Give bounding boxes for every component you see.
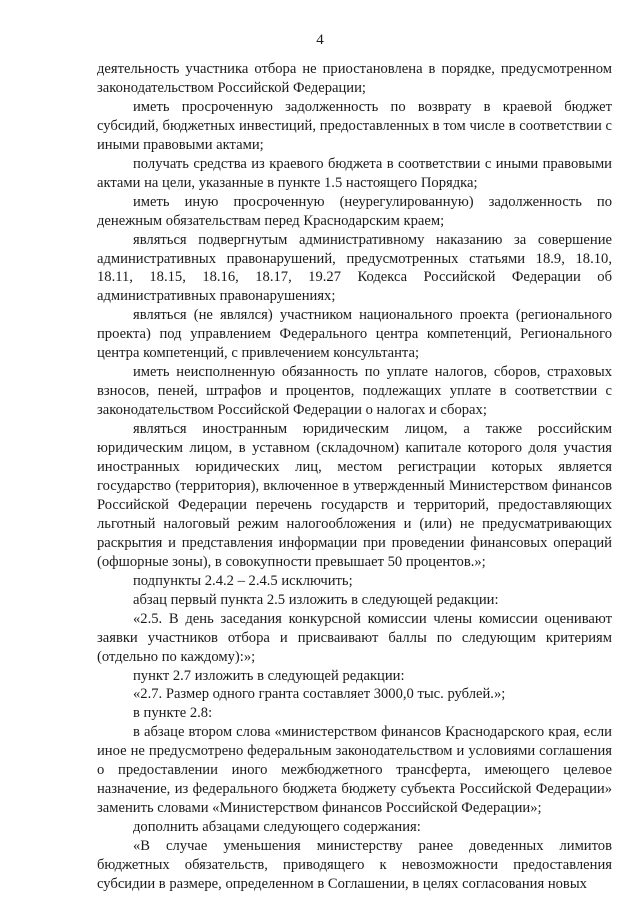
paragraph: деятельность участника отбора не приостановлена в порядке, предусмотренном законодательством Российской Федерации; (97, 61, 612, 96)
paragraph: подпункты 2.4.2 – 2.4.5 исключить; (133, 572, 353, 589)
paragraph: пункт 2.7 изложить в следующей редакции: (133, 667, 405, 684)
paragraph: иметь просроченную задолженность по возврату в краевой бюджет субсидий, бюджетных инвестиций, предоставленных в том числе в соответствии с иными правовыми актами; (97, 98, 612, 153)
paragraph: «В случае уменьшения министерству ранее доведенных лимитов бюджетных обязательств, приводящего к невозможности предоставления субсидии в размере, определенном в Соглашении, в целях согласования новых (97, 838, 612, 892)
paragraph: «2.7. Размер одного гранта составляет 3000,0 тыс. рублей.»; (133, 686, 506, 703)
paragraph: иметь неисполненную обязанность по уплате налогов, сборов, страховых взносов, пеней, штрафов и процентов, подлежащих уплате в соответствии с законодательством Российской Федерации о налогах и сборах; (97, 364, 612, 419)
paragraph: являться иностранным юридическим лицом, а также российским юридическим лицом, в уставном (складочном) капитале которого доля участия иностранных юридических лиц, местом регистрации которых является государство (территория), включенное в утвержденный Министерством финансов Российской Федерации перечень государств и территорий, предоставляющих льготный налоговый режим налогообложения и (или) не предусматривающих раскрытия и представления информации при проведении финансовых операций (офшорные зоны), в совокупности превышает 50 процентов.»; (97, 421, 612, 570)
paragraph: абзац первый пункта 2.5 изложить в следующей редакции: (133, 591, 499, 608)
page-number: 4 (316, 32, 324, 48)
paragraph: дополнить абзацами следующего содержания: (133, 819, 421, 836)
paragraph: «2.5. В день заседания конкурсной комиссии члены комиссии оценивают заявки участников отбора и присваивают баллы по следующим критериям (отдельно по каждому):»; (97, 610, 612, 665)
document-body (97, 60, 612, 894)
paragraph: являться (не являлся) участником национального проекта (регионального проекта) под управлением Федерального центра компетенций, Регионального центра компетенций, с привлечением консультанта; (97, 307, 612, 362)
paragraph: получать средства из краевого бюджета в соответствии с иными правовыми актами на цели, указанные в пункте 1.5 настоящего Порядка; (97, 155, 612, 191)
paragraph: являться подвергнутым административному наказанию за совершение административных правонарушений, предусмотренных статьями 18.9, 18.10, 18.11, 18.15, 18.16, 18.17, 19.27 Кодекса Российской Федерации об административных правонарушениях; (97, 231, 612, 305)
paragraph: иметь иную просроченную (неурегулированную) задолженность по денежным обязательствам перед Краснодарским краем; (97, 193, 612, 229)
paragraph: в абзаце втором слова «министерством финансов Краснодарского края, если иное не предусмотрено федеральным законодательством и условиями соглашения о предоставлении иного межбюджетного трансферта, имеющего целевое назначение, из федерального бюджета бюджету субъекта Российской Федерации» заменить словами «Министерством финансов Российской Федерации»; (97, 724, 612, 817)
paragraph: в пункте 2.8: (133, 705, 213, 722)
